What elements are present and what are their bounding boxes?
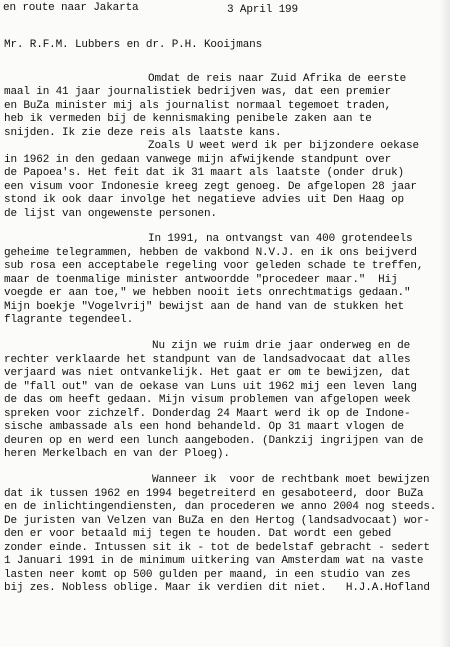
paragraph-3-line-7: flagrante tegendeel.	[4, 314, 134, 326]
paragraph-4-line-9: heren Merkelbach en van der Ploeg).	[4, 448, 230, 460]
paragraph-3-line-2: geheime telegrammen, hebben de vakbond N.V.J. en ik ons beijverd	[4, 247, 417, 259]
scan-edge-shadow	[440, 0, 450, 647]
paragraph-4-line-5: de das om heeft gedaan. Mijn visum problemen van afgelopen week	[4, 394, 411, 406]
paragraph-4-line-1: Nu zijn we ruim drie jaar onderweg en de	[152, 340, 411, 352]
paragraph-5-line-7: 1 Januari 1991 in de minimum uitkering van Amsterdam wat na vaste	[4, 555, 424, 567]
paragraph-1-line-5: snijden. Ik zie deze reis als laatste kans.	[4, 127, 282, 139]
paragraph-5-line-3: en de inlichtingendiensten, dan procederen we anno 2004 nog steeds.	[4, 501, 437, 513]
paragraph-3-line-3: sub rosa een acceptabele regeling voor geleden schade te treffen,	[4, 260, 424, 272]
paragraph-1-line-3: en BuZa minister mij als journalist normaal tegemoet traden,	[4, 100, 392, 112]
paragraph-3-line-4: maar de toenmalige minister antwoordde "procedeer maar." Hij	[4, 274, 398, 286]
paragraph-5-line-2: dat ik tussen 1962 en 1994 begetreiterd en gesaboteerd, door BuZa	[4, 488, 424, 500]
paragraph-2-line-6: de lijst van ongewenste personen.	[4, 208, 217, 220]
paragraph-3-line-1: In 1991, na ontvangst van 400 grotendeels	[148, 233, 413, 245]
paragraph-2-line-2: in 1962 in den gedaan vanwege mijn afwijkende standpunt over	[4, 154, 392, 166]
paragraph-2-line-3: de Papoea's. Het feit dat ik 31 maart als laatste (onder druk)	[4, 167, 404, 179]
paragraph-2-line-4: een visum voor Indonesie kreeg zegt genoeg. De afgelopen 28 jaar	[4, 181, 417, 193]
paragraph-3-line-6: Mijn boekje "Vogelvrij" bewijst aan de hand van de stukken het	[4, 301, 404, 313]
paragraph-4-line-3: verjaard was niet ontvankelijk. Het gaat er om te bewijzen, dat	[4, 367, 411, 379]
paragraph-4-line-6: spreken voor zichzelf. Donderdag 24 Maart werd ik op de Indone-	[4, 408, 411, 420]
paragraph-4-line-8: deuren op en werd een lunch aangeboden. (Dankzij ingrijpen van de	[4, 435, 424, 447]
paragraph-4-line-7: sische ambassade als een hond behandeld. Op 31 maart vlogen de	[4, 421, 404, 433]
paragraph-5-line-6: zonder einde. Intussen sit ik - tot de bedelstaf gebracht - sedert	[4, 542, 430, 554]
salutation: Mr. R.F.M. Lubbers en dr. P.H. Kooijmans	[4, 39, 263, 51]
paragraph-3-line-5: voegde er aan toe," we hebben nooit iets onrechtmatigs gedaan."	[4, 287, 411, 299]
paragraph-2-line-1: Zoals U weet werd ik per bijzondere oekase	[148, 140, 419, 152]
paragraph-1-line-2: maal in 41 jaar journalistiek bedrijven was, dat een premier	[4, 86, 392, 98]
paragraph-4-line-2: rechter verklaarde het standpunt van de landsadvocaat dat alles	[4, 354, 411, 366]
paragraph-5-line-9: bij zes. Nobless oblige. Maar ik verdien dit niet. H.J.A.Hofland	[4, 582, 430, 594]
paragraph-5-line-8: lasten neer komt op 500 gulden per maand, in een studio van zes	[4, 569, 411, 581]
header-location: en route naar Jakarta	[3, 2, 139, 14]
paragraph-2-line-5: stond ik ook daar involge het negatieve advies uit Den Haag op	[4, 194, 404, 206]
paragraph-1-line-4: heb ik vermeden bij de kennismaking penibele zaken aan te	[4, 113, 372, 125]
header-date: 3 April 199	[227, 4, 298, 16]
paragraph-5-line-4: De juristen van Velzen van BuZa en den Hertog (landsadvocaat) wor-	[4, 515, 430, 527]
paragraph-1-line-1: Omdat de reis naar Zuid Afrika de eerste	[148, 73, 407, 85]
paragraph-5-line-1: Wanneer ik voor de rechtbank moet bewijzen	[152, 474, 430, 486]
paragraph-5-line-5: den er voor betaald mij tegen te houden. Dat wordt een gebed	[4, 528, 392, 540]
paragraph-4-line-4: de "fall out" van de oekase van Luns uit 1962 mij een leven lang	[4, 381, 417, 393]
